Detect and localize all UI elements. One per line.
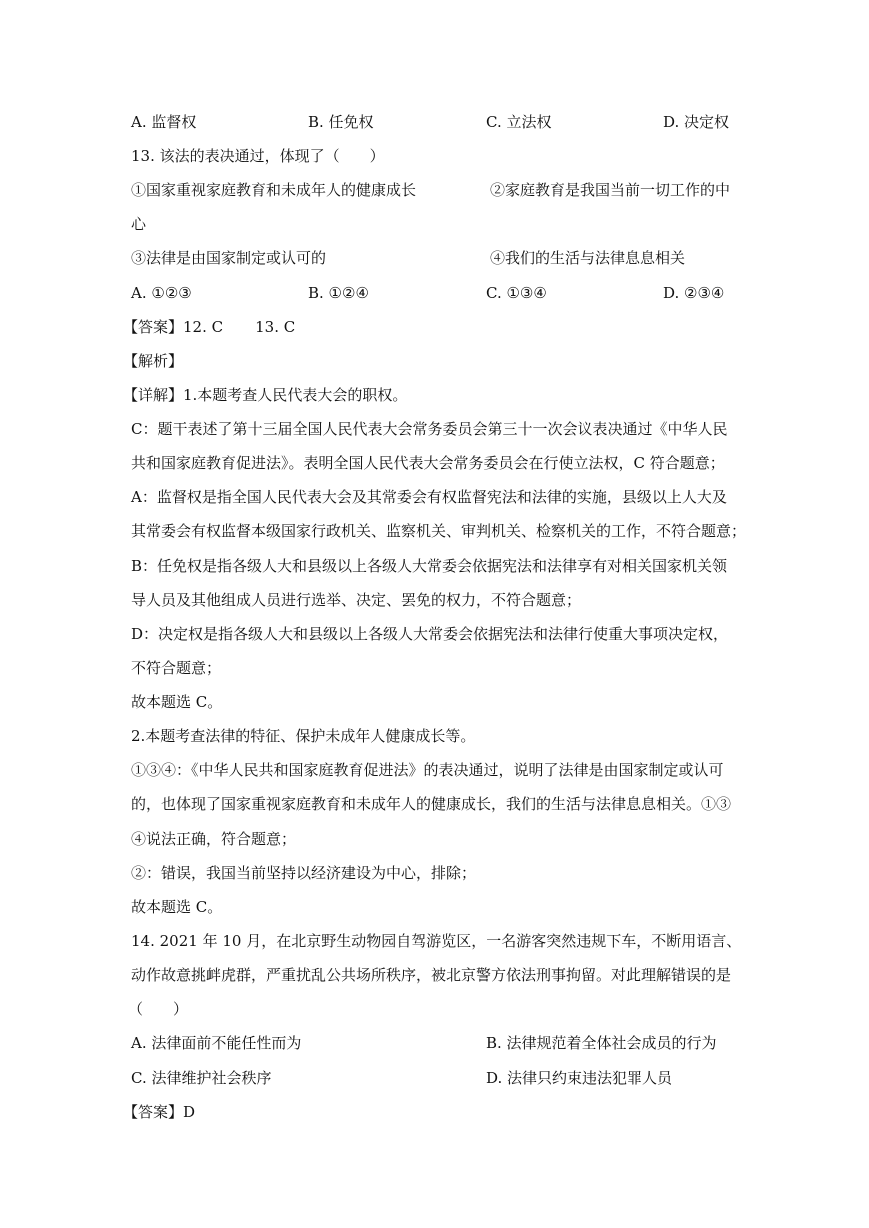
detail-line: C：题干表述了第十三届全国人民代表大会常务委员会第三十一次会议表决通过《中华人民 — [131, 420, 728, 438]
q14-stem-line-2: 动作故意挑衅虎群，严重扰乱公共场所秩序，被北京警方依法刑事拘留。对此理解错误的是 — [131, 966, 732, 984]
q12-option-d: D. 决定权 — [663, 113, 730, 131]
detail-line: 故本题选 C。 — [131, 693, 223, 711]
q13-stem: 13. 该法的表决通过，体现了（ ） — [131, 147, 385, 165]
q13-option-b: B. ①②④ — [308, 284, 369, 302]
q12-option-b: B. 任免权 — [308, 113, 374, 131]
detail-line: ④说法正确，符合题意； — [131, 830, 297, 848]
detail-line: 故本题选 C。 — [131, 898, 223, 916]
q13-item-2-cont: 心 — [131, 215, 147, 233]
answer-line-1 — [123, 317, 295, 337]
q14-option-b: B. 法律规范着全体社会成员的行为 — [486, 1034, 717, 1052]
answer-label: 【答案】 — [123, 318, 184, 336]
q14-stem-line-3: （ ） — [128, 1000, 189, 1018]
answer-line-2: 【答案】D — [123, 1103, 196, 1121]
q13-item-4: ④我们的生活与法律息息相关 — [490, 249, 686, 267]
q13-option-d: D. ②③④ — [663, 284, 725, 302]
detail-line: B：任免权是指各级人大和县级以上各级人大常委会依据宪法和法律享有对相关国家机关领 — [131, 557, 728, 575]
detail-line: 【详解】1.本题考查人民代表大会的职权。 — [123, 386, 408, 404]
detail-line: 不符合题意； — [131, 659, 222, 677]
detail-line: ②：错误，我国当前坚持以经济建设为中心，排除； — [131, 864, 477, 882]
q12-option-a: A. 监督权 — [131, 113, 197, 131]
q13-item-2: ②家庭教育是我国当前一切工作的中 — [490, 181, 731, 199]
detail-line: D：决定权是指各级人大和县级以上各级人大常委会依据宪法和法律行使重大事项决定权， — [131, 625, 729, 643]
detail-line: A：监督权是指全国人民代表大会及其常委会有权监督宪法和法律的实施，县级以上人大及 — [131, 488, 727, 506]
q14-stem-line-1: 14. 2021 年 10 月，在北京野生动物园自驾游览区，一名游客突然违规下车，不断用语言、 — [131, 932, 742, 950]
q13-item-1: ①国家重视家庭教育和未成年人的健康成长 — [131, 181, 417, 199]
q14-option-c: C. 法律维护社会秩序 — [131, 1069, 272, 1087]
detail-line: ①③④：《中华人民共和国家庭教育促进法》的表决通过，说明了法律是由国家制定或认可 — [131, 761, 724, 779]
detail-line: 2.本题考查法律的特征、保护未成年人健康成长等。 — [131, 727, 476, 745]
detail-line: 其常委会有权监督本级国家行政机关、监察机关、审判机关、检察机关的工作，不符合题意； — [131, 522, 747, 540]
q12-option-c: C. 立法权 — [486, 113, 552, 131]
q13-item-3: ③法律是由国家制定或认可的 — [131, 249, 327, 267]
detail-line: 共和国家庭教育促进法》。表明全国人民代表大会常务委员会在行使立法权，C 符合题意； — [131, 454, 725, 472]
answer-13: 13. C — [255, 318, 296, 336]
q14-option-d: D. 法律只约束违法犯罪人员 — [486, 1069, 673, 1087]
q13-option-a: A. ①②③ — [131, 284, 192, 302]
detail-line: 导人员及其他组成人员进行选举、决定、罢免的权力，不符合题意； — [131, 591, 582, 609]
q14-option-a: A. 法律面前不能任性而为 — [131, 1034, 302, 1052]
answer-12: 12. C — [183, 318, 224, 336]
q13-option-c: C. ①③④ — [486, 284, 547, 302]
detail-line: 的，也体现了国家重视家庭教育和未成年人的健康成长，我们的生活与法律息息相关。①③ — [131, 795, 732, 813]
analysis-label: 【解析】 — [123, 352, 184, 370]
